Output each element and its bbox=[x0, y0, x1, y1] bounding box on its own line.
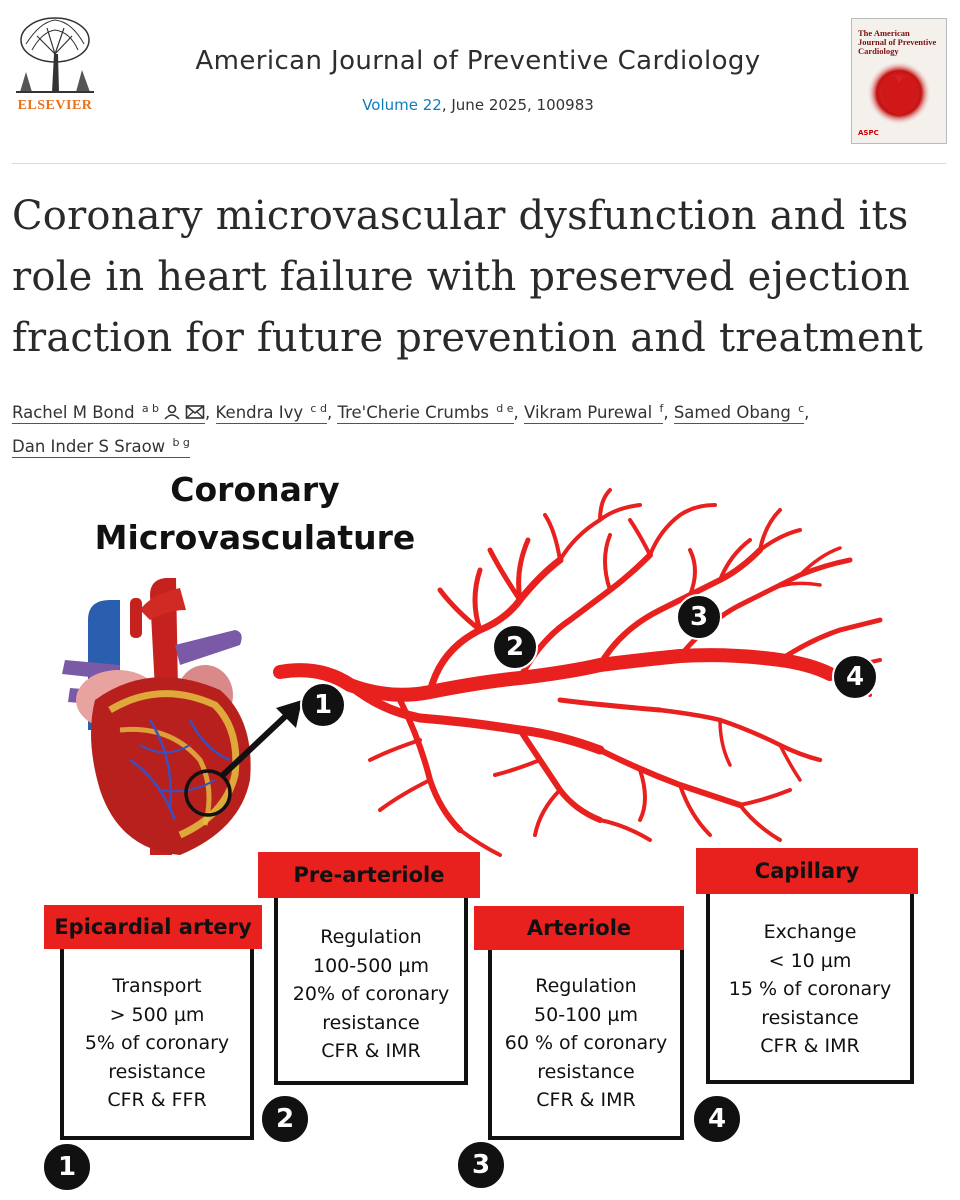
author-link[interactable] bbox=[12, 403, 205, 424]
journal-cover-thumbnail[interactable] bbox=[851, 18, 947, 144]
author-name: Samed Obang bbox=[673, 403, 791, 422]
author-name: Rachel M Bond bbox=[12, 403, 135, 422]
segment-resistance: 20% of coronary bbox=[292, 983, 450, 1005]
journal-issue-info bbox=[120, 96, 836, 114]
segment-resistance-cont: resistance bbox=[761, 1006, 859, 1029]
author-link[interactable] bbox=[216, 403, 327, 424]
segment-number-1: 1 bbox=[42, 1142, 92, 1192]
segment-measures: CFR & IMR bbox=[760, 1035, 860, 1057]
segment-label-pre-arteriole: Pre-arteriole bbox=[258, 852, 480, 898]
segment-resistance-cont: resistance bbox=[322, 1011, 420, 1034]
heart-illustration-icon bbox=[62, 578, 251, 855]
article-title: Coronary microvascular dysfunction and its role in heart failure with preserved ejection fraction for future prevention and treatment bbox=[12, 193, 924, 361]
vessel-marker-1: 1 bbox=[300, 682, 346, 728]
author-affiliation: f bbox=[659, 402, 664, 415]
figure-title bbox=[60, 466, 450, 562]
segment-label-capillary: Capillary bbox=[696, 848, 918, 894]
graphical-abstract bbox=[0, 460, 960, 1200]
author-list: Rachel M Bond $^{a b}$ , Kendra Ivy $^{c d}$, Tre'Cherie Crumbs $^{d e}$, Vikram Purewal $^f$, Samed Obang $^c$, Dan Inder S Sraow $^{b g}$ bbox=[12, 402, 810, 456]
segment-size: > 500 µm bbox=[109, 1003, 205, 1026]
vessel-marker-3: 3 bbox=[676, 594, 722, 640]
author-link[interactable] bbox=[524, 403, 663, 424]
author-name: Tre'Cherie Crumbs bbox=[337, 403, 490, 422]
vessel-marker-2: 2 bbox=[492, 624, 538, 670]
author-link[interactable] bbox=[337, 403, 513, 424]
segment-size: 100-500 µm bbox=[312, 954, 430, 977]
segment-resistance-cont: resistance bbox=[108, 1060, 206, 1083]
segment-role: Exchange bbox=[763, 921, 857, 943]
publisher-name: ELSEVIER bbox=[17, 98, 93, 113]
segment-card-pre-arteriole bbox=[274, 885, 468, 1085]
segment-details bbox=[710, 918, 910, 1061]
header-divider bbox=[12, 163, 946, 164]
tree-logo-icon bbox=[12, 14, 98, 94]
segment-resistance-cont: resistance bbox=[537, 1060, 635, 1083]
segment-details bbox=[278, 923, 464, 1066]
cover-brand: ASPC bbox=[858, 129, 879, 137]
segment-measures: CFR & FFR bbox=[107, 1089, 207, 1111]
segment-role: Transport bbox=[112, 975, 202, 997]
segment-resistance: 15 % of coronary bbox=[728, 978, 892, 1000]
segment-card-epicardial bbox=[60, 940, 254, 1140]
segment-card-capillary bbox=[706, 884, 914, 1084]
author-name: Vikram Purewal bbox=[524, 403, 653, 422]
author-affiliation: c bbox=[798, 402, 805, 415]
author-name: Kendra Ivy bbox=[215, 403, 304, 422]
segment-measures: CFR & IMR bbox=[536, 1089, 636, 1111]
segment-role: Regulation bbox=[535, 975, 637, 997]
segment-label-epicardial: Epicardial artery bbox=[44, 905, 262, 949]
author-affiliation: c d bbox=[310, 402, 327, 415]
segment-number-4: 4 bbox=[692, 1094, 742, 1144]
author-affiliation: d e bbox=[496, 402, 514, 415]
segment-measures: CFR & IMR bbox=[321, 1040, 421, 1062]
segment-resistance: 60 % of coronary bbox=[504, 1032, 668, 1054]
journal-name[interactable]: American Journal of Preventive Cardiology bbox=[195, 46, 761, 76]
segment-size: 50-100 µm bbox=[534, 1003, 638, 1026]
segment-number-2: 2 bbox=[260, 1094, 310, 1144]
author-link[interactable] bbox=[12, 437, 190, 458]
figure-title-line: Microvasculature bbox=[94, 518, 416, 557]
author-name: Dan Inder S Sraow bbox=[12, 437, 166, 456]
vessel-marker-4: 4 bbox=[832, 654, 878, 700]
issue-details: , June 2025, 100983 bbox=[441, 96, 594, 114]
segment-number-3: 3 bbox=[456, 1140, 506, 1190]
segment-card-arteriole bbox=[488, 940, 684, 1140]
author-affiliation: b g bbox=[172, 436, 190, 449]
volume-link[interactable]: Volume 22 bbox=[362, 96, 442, 114]
author-affiliation: a b bbox=[141, 402, 160, 415]
segment-details bbox=[492, 972, 680, 1115]
heart-cover-icon bbox=[866, 57, 932, 127]
person-icon bbox=[163, 404, 181, 420]
segment-label-arteriole: Arteriole bbox=[474, 906, 684, 950]
cover-title: The American Journal of Preventive Cardiology bbox=[858, 28, 937, 56]
email-icon bbox=[185, 404, 205, 420]
segment-resistance: 5% of coronary bbox=[84, 1032, 230, 1054]
figure-title-line: Coronary bbox=[170, 470, 340, 509]
segment-details bbox=[64, 972, 250, 1115]
elsevier-logo[interactable] bbox=[12, 14, 98, 114]
segment-role: Regulation bbox=[320, 926, 422, 948]
segment-size: < 10 µm bbox=[768, 949, 852, 972]
author-link[interactable] bbox=[674, 403, 804, 424]
